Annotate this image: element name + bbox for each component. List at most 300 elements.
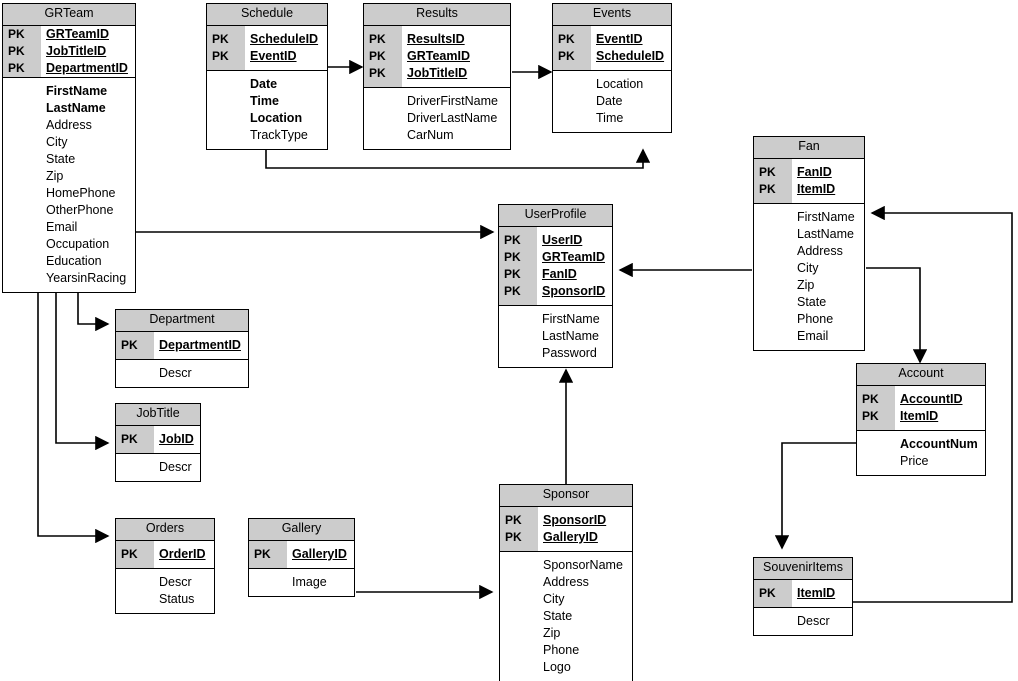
attribute-row	[207, 127, 327, 144]
attribute-row	[249, 574, 354, 591]
attribute-name: Location	[596, 76, 644, 91]
attribute-name: JobID	[159, 431, 194, 446]
key-marker: PK	[3, 60, 41, 77]
key-attributes	[754, 159, 864, 203]
key-marker	[754, 277, 792, 294]
key-marker	[3, 100, 41, 117]
attribute-row	[857, 408, 985, 425]
attribute-row	[500, 625, 632, 642]
attribute-row	[364, 93, 510, 110]
non-key-attributes	[857, 430, 985, 475]
attribute-name: DepartmentID	[46, 60, 128, 75]
spacer-row	[116, 608, 214, 613]
attribute-name: GalleryID	[543, 529, 598, 544]
attribute-name: OrderID	[159, 546, 206, 561]
key-marker	[3, 168, 41, 185]
key-marker: PK	[499, 266, 537, 283]
key-attributes	[364, 26, 510, 87]
attribute-name: Status	[159, 591, 195, 606]
key-marker: PK	[857, 408, 895, 425]
non-key-attributes	[754, 203, 864, 350]
attribute-row	[116, 546, 214, 563]
non-key-attributes	[116, 453, 200, 481]
attribute-name: Date	[250, 76, 278, 91]
attribute-name: Descr	[159, 459, 192, 474]
key-attributes	[553, 26, 671, 70]
non-key-attributes	[364, 87, 510, 149]
key-marker	[364, 127, 402, 144]
attribute-column-spacer	[538, 676, 632, 681]
key-marker	[500, 642, 538, 659]
attribute-name: Zip	[46, 168, 64, 183]
entity-jobtitle[interactable]	[115, 403, 201, 482]
attribute-column-spacer	[245, 144, 327, 149]
attribute-name: GRTeamID	[542, 249, 605, 264]
entity-grteam[interactable]	[2, 3, 136, 293]
attribute-name: TrackType	[250, 127, 308, 142]
attribute-column-spacer	[537, 362, 612, 367]
key-marker	[3, 219, 41, 236]
attribute-row	[116, 574, 214, 591]
attribute-column-spacer	[154, 382, 248, 387]
spacer-row	[116, 476, 200, 481]
attribute-name: Occupation	[46, 236, 110, 251]
attribute-row	[364, 127, 510, 144]
attribute-row	[3, 185, 135, 202]
key-column-spacer	[857, 470, 895, 475]
attribute-name: FirstName	[46, 83, 108, 98]
entity-title: SouvenirItems	[754, 558, 852, 580]
attribute-row	[500, 591, 632, 608]
attribute-name: FirstName	[797, 209, 855, 224]
attribute-name: FanID	[542, 266, 577, 281]
entity-title: Schedule	[207, 4, 327, 26]
attribute-name: LastName	[46, 100, 106, 115]
key-marker: PK	[249, 546, 287, 563]
attribute-name: Descr	[797, 613, 830, 628]
key-marker	[500, 591, 538, 608]
key-marker	[754, 328, 792, 345]
key-column-spacer	[207, 144, 245, 149]
attribute-name: City	[46, 134, 68, 149]
attribute-row	[754, 311, 864, 328]
key-marker	[754, 311, 792, 328]
attribute-row	[500, 529, 632, 546]
attribute-name: AccountNum	[900, 436, 978, 451]
key-marker: PK	[116, 337, 154, 354]
key-marker	[116, 365, 154, 382]
attribute-row	[500, 557, 632, 574]
attribute-name: Logo	[543, 659, 571, 674]
key-marker	[116, 459, 154, 476]
entity-title: Events	[553, 4, 671, 26]
attribute-row	[116, 337, 248, 354]
key-marker: PK	[364, 31, 402, 48]
spacer-row	[364, 144, 510, 149]
key-marker: PK	[207, 48, 245, 65]
key-marker	[116, 591, 154, 608]
attribute-name: Descr	[159, 365, 192, 380]
attribute-name: ScheduleID	[596, 48, 665, 63]
attribute-name: Education	[46, 253, 102, 268]
attribute-column-spacer	[895, 470, 985, 475]
key-marker	[3, 151, 41, 168]
attribute-name: State	[46, 151, 76, 166]
key-marker	[754, 209, 792, 226]
key-column-spacer	[754, 345, 792, 350]
attribute-row	[754, 277, 864, 294]
attribute-name: JobTitleID	[46, 43, 107, 58]
attribute-row	[3, 168, 135, 185]
key-column-spacer	[3, 287, 41, 292]
spacer-row	[500, 676, 632, 681]
key-attributes	[116, 541, 214, 568]
entity-title: JobTitle	[116, 404, 200, 426]
key-marker: PK	[3, 26, 41, 43]
spacer-row	[553, 127, 671, 132]
key-attributes	[116, 426, 200, 453]
entity-sponsor[interactable]	[499, 484, 633, 681]
attribute-row	[364, 110, 510, 127]
attribute-row	[500, 574, 632, 591]
key-marker	[500, 557, 538, 574]
key-column-spacer	[116, 608, 154, 613]
key-marker: PK	[754, 585, 792, 602]
attribute-name: Time	[596, 110, 624, 125]
attribute-name: LastName	[797, 226, 854, 241]
attribute-name: ItemID	[797, 585, 836, 600]
key-marker	[499, 328, 537, 345]
entity-title: Fan	[754, 137, 864, 159]
key-marker: PK	[499, 232, 537, 249]
non-key-attributes	[207, 70, 327, 149]
key-marker	[3, 236, 41, 253]
attribute-name: ItemID	[797, 181, 836, 196]
attribute-name: EventID	[250, 48, 297, 63]
key-marker	[364, 93, 402, 110]
attribute-name: Date	[596, 93, 623, 108]
attribute-name: Location	[250, 110, 303, 125]
attribute-row	[116, 459, 200, 476]
attribute-row	[499, 266, 612, 283]
attribute-column-spacer	[154, 476, 200, 481]
attribute-name: DepartmentID	[159, 337, 241, 352]
attribute-name: City	[797, 260, 819, 275]
attribute-column-spacer	[792, 345, 864, 350]
key-marker: PK	[116, 546, 154, 563]
key-marker	[553, 76, 591, 93]
key-column-spacer	[500, 676, 538, 681]
attribute-row	[553, 76, 671, 93]
key-marker: PK	[116, 431, 154, 448]
attribute-row	[500, 608, 632, 625]
attribute-name: State	[797, 294, 827, 309]
key-marker	[3, 270, 41, 287]
key-attributes	[3, 26, 135, 77]
attribute-row	[499, 283, 612, 300]
entity-account[interactable]	[856, 363, 986, 476]
entity-userprofile[interactable]	[498, 204, 613, 368]
key-attributes	[207, 26, 327, 70]
non-key-attributes	[116, 359, 248, 387]
attribute-name: ScheduleID	[250, 31, 319, 46]
attribute-row	[754, 209, 864, 226]
attribute-column-spacer	[41, 287, 135, 292]
attribute-name: YearsinRacing	[46, 270, 127, 285]
entity-title: Sponsor	[500, 485, 632, 507]
key-marker	[116, 574, 154, 591]
entity-title: UserProfile	[499, 205, 612, 227]
attribute-row	[249, 546, 354, 563]
key-marker	[364, 110, 402, 127]
attribute-name: GRTeamID	[46, 26, 109, 41]
key-marker	[3, 202, 41, 219]
key-marker	[207, 93, 245, 110]
attribute-row	[553, 93, 671, 110]
attribute-row	[3, 236, 135, 253]
attribute-row	[754, 613, 852, 630]
spacer-row	[499, 362, 612, 367]
attribute-column-spacer	[287, 591, 354, 596]
attribute-row	[364, 65, 510, 82]
key-marker	[754, 294, 792, 311]
spacer-row	[754, 630, 852, 635]
attribute-row	[754, 328, 864, 345]
attribute-name: State	[543, 608, 573, 623]
spacer-row	[116, 382, 248, 387]
entity-department[interactable]	[115, 309, 249, 388]
attribute-name: Address	[797, 243, 843, 258]
key-marker	[3, 134, 41, 151]
key-marker	[857, 436, 895, 453]
non-key-attributes	[754, 607, 852, 635]
key-marker: PK	[500, 512, 538, 529]
spacer-row	[857, 470, 985, 475]
entity-title: Orders	[116, 519, 214, 541]
attribute-row	[207, 110, 327, 127]
key-marker: PK	[754, 164, 792, 181]
key-marker	[3, 253, 41, 270]
key-marker	[3, 83, 41, 100]
attribute-row	[116, 591, 214, 608]
key-marker	[754, 613, 792, 630]
key-marker: PK	[207, 31, 245, 48]
key-marker	[3, 117, 41, 134]
key-marker	[754, 243, 792, 260]
key-marker	[207, 76, 245, 93]
attribute-name: Address	[46, 117, 92, 132]
key-column-spacer	[249, 591, 287, 596]
attribute-row	[553, 31, 671, 48]
key-marker	[857, 453, 895, 470]
key-column-spacer	[553, 127, 591, 132]
entity-title: Account	[857, 364, 985, 386]
key-attributes	[857, 386, 985, 430]
key-marker: PK	[3, 43, 41, 60]
attribute-name: CarNum	[407, 127, 454, 142]
key-marker	[500, 574, 538, 591]
entity-title: Results	[364, 4, 510, 26]
attribute-name: Address	[543, 574, 589, 589]
attribute-column-spacer	[402, 144, 510, 149]
attribute-row	[499, 311, 612, 328]
key-marker	[553, 93, 591, 110]
attribute-row	[364, 31, 510, 48]
attribute-row	[499, 249, 612, 266]
attribute-row	[500, 512, 632, 529]
attribute-row	[207, 93, 327, 110]
attribute-row	[116, 431, 200, 448]
non-key-attributes	[116, 568, 214, 613]
attribute-row	[3, 83, 135, 100]
attribute-name: Zip	[797, 277, 815, 292]
attribute-name: Price	[900, 453, 929, 468]
key-column-spacer	[499, 362, 537, 367]
attribute-name: Email	[46, 219, 78, 234]
spacer-row	[3, 287, 135, 292]
entity-fan[interactable]	[753, 136, 865, 351]
attribute-row	[754, 181, 864, 198]
key-marker	[500, 625, 538, 642]
attribute-row	[754, 243, 864, 260]
key-column-spacer	[754, 630, 792, 635]
attribute-row	[3, 117, 135, 134]
attribute-row	[500, 642, 632, 659]
key-marker: PK	[500, 529, 538, 546]
attribute-name: Time	[250, 93, 279, 108]
attribute-name: SponsorName	[543, 557, 623, 572]
attribute-row	[3, 60, 135, 77]
key-marker	[500, 608, 538, 625]
attribute-name: Password	[542, 345, 597, 360]
attribute-row	[754, 226, 864, 243]
attribute-row	[3, 219, 135, 236]
attribute-name: City	[543, 591, 565, 606]
attribute-row	[3, 270, 135, 287]
attribute-name: DriverLastName	[407, 110, 498, 125]
key-marker: PK	[754, 181, 792, 198]
entity-title: GRTeam	[3, 4, 135, 26]
attribute-row	[500, 659, 632, 676]
entity-title: Department	[116, 310, 248, 332]
key-marker: PK	[364, 48, 402, 65]
attribute-row	[3, 26, 135, 43]
attribute-column-spacer	[154, 608, 214, 613]
entity-results[interactable]	[363, 3, 511, 150]
attribute-row	[754, 294, 864, 311]
attribute-row	[3, 202, 135, 219]
entity-events[interactable]	[552, 3, 672, 133]
attribute-name: OtherPhone	[46, 202, 114, 217]
key-marker: PK	[553, 31, 591, 48]
spacer-row	[754, 345, 864, 350]
attribute-row	[364, 48, 510, 65]
attribute-column-spacer	[792, 630, 852, 635]
key-marker	[499, 311, 537, 328]
key-marker: PK	[499, 249, 537, 266]
non-key-attributes	[3, 77, 135, 292]
entity-orders[interactable]	[115, 518, 215, 614]
non-key-attributes	[249, 568, 354, 596]
attribute-name: FanID	[797, 164, 832, 179]
key-attributes	[499, 227, 612, 305]
attribute-name: Phone	[797, 311, 834, 326]
key-column-spacer	[364, 144, 402, 149]
attribute-name: ItemID	[900, 408, 939, 423]
attribute-row	[207, 48, 327, 65]
key-attributes	[116, 332, 248, 359]
entity-souveniritems[interactable]	[753, 557, 853, 636]
attribute-row	[207, 76, 327, 93]
attribute-row	[3, 134, 135, 151]
key-marker	[553, 110, 591, 127]
entity-schedule[interactable]	[206, 3, 328, 150]
attribute-name: JobTitleID	[407, 65, 468, 80]
attribute-name: GRTeamID	[407, 48, 470, 63]
non-key-attributes	[553, 70, 671, 132]
spacer-row	[249, 591, 354, 596]
key-marker	[249, 574, 287, 591]
attribute-name: SponsorID	[543, 512, 607, 527]
attribute-name: Phone	[543, 642, 580, 657]
attribute-name: Image	[292, 574, 327, 589]
attribute-name: Email	[797, 328, 829, 343]
key-marker	[754, 226, 792, 243]
key-marker	[499, 345, 537, 362]
attribute-name: FirstName	[542, 311, 600, 326]
key-marker	[207, 127, 245, 144]
key-column-spacer	[116, 382, 154, 387]
key-marker: PK	[553, 48, 591, 65]
attribute-row	[754, 260, 864, 277]
attribute-name: ResultsID	[407, 31, 465, 46]
attribute-row	[3, 100, 135, 117]
attribute-row	[3, 43, 135, 60]
attribute-name: AccountID	[900, 391, 963, 406]
key-attributes	[500, 507, 632, 551]
attribute-name: UserID	[542, 232, 583, 247]
attribute-name: DriverFirstName	[407, 93, 498, 108]
attribute-name: SponsorID	[542, 283, 606, 298]
key-marker: PK	[499, 283, 537, 300]
attribute-row	[499, 232, 612, 249]
attribute-name: Descr	[159, 574, 192, 589]
key-marker: PK	[857, 391, 895, 408]
entity-title: Gallery	[249, 519, 354, 541]
attribute-row	[754, 164, 864, 181]
attribute-row	[116, 365, 248, 382]
attribute-row	[857, 453, 985, 470]
entity-gallery[interactable]	[248, 518, 355, 597]
attribute-row	[207, 31, 327, 48]
key-marker	[3, 185, 41, 202]
attribute-row	[499, 345, 612, 362]
spacer-row	[207, 144, 327, 149]
attribute-row	[3, 253, 135, 270]
attribute-row	[3, 151, 135, 168]
attribute-name: LastName	[542, 328, 599, 343]
attribute-row	[499, 328, 612, 345]
attribute-name: EventID	[596, 31, 643, 46]
key-attributes	[249, 541, 354, 568]
attribute-row	[553, 110, 671, 127]
non-key-attributes	[499, 305, 612, 367]
key-attributes	[754, 580, 852, 607]
attribute-name: GalleryID	[292, 546, 347, 561]
key-marker	[754, 260, 792, 277]
non-key-attributes	[500, 551, 632, 681]
key-marker: PK	[364, 65, 402, 82]
